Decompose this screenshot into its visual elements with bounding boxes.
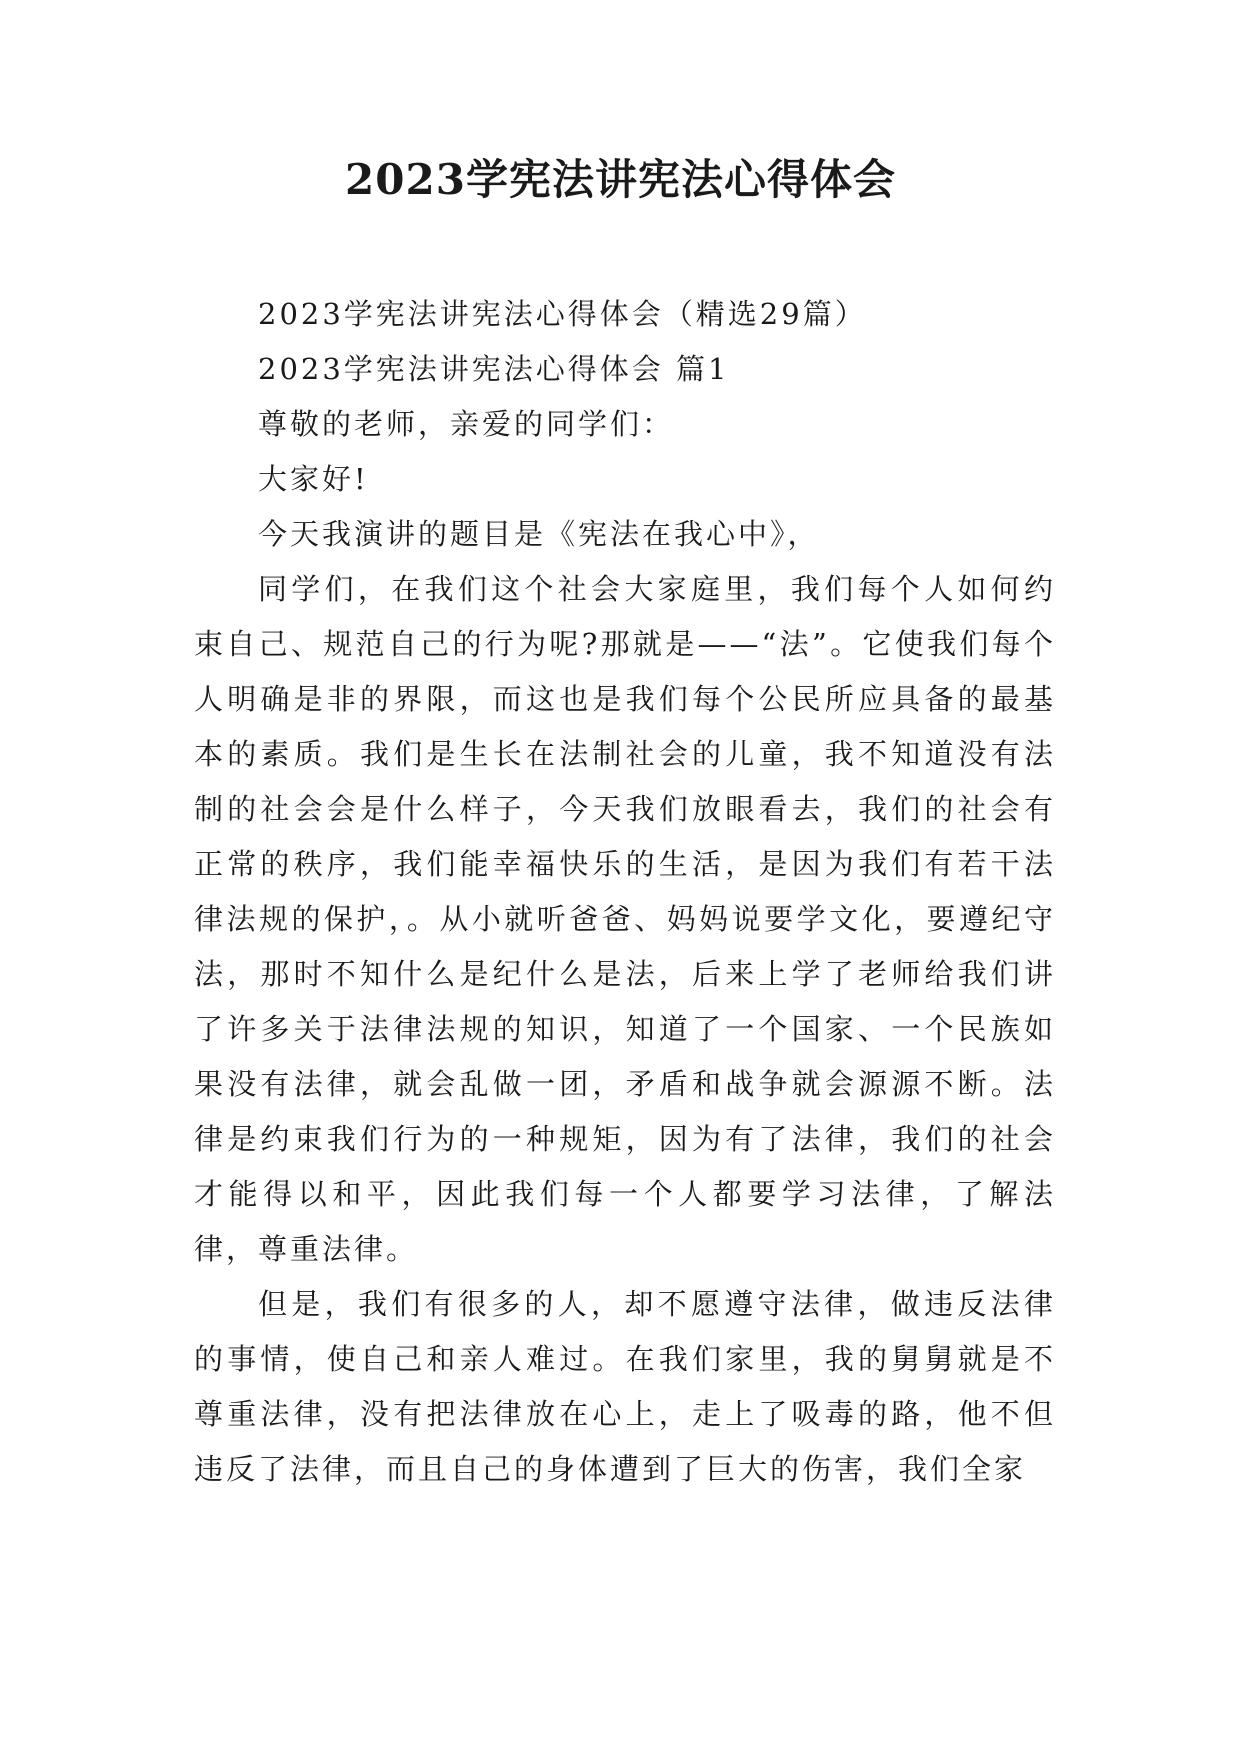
body-paragraph: 但是，我们有很多的人，却不愿遵守法律，做违反法律的事情，使自己和亲人难过。在我们家里，我的舅舅就是不尊重法律，没有把法律放在心上，走上了吸毒的路，他不但违反了法律，而且自己的身体遭到了巨大的伤害，我们全家 bbox=[194, 1287, 1056, 1486]
greeting-paragraph: 大家好! bbox=[258, 462, 369, 496]
body-paragraph: 同学们，在我们这个社会大家庭里，我们每个人如何约束自己、规范自己的行为呢?那就是——“法”。它使我们每个人明确是非的界限，而这也是我们每个公民所应具备的最基本的素质。我们是生长在法制社会的儿童，我不知道没有法制的社会会是什么样子，今天我们放眼看去，我们的社会有正常的秩序，我们能幸福快乐的生活，是因为我们有若干法律法规的保护，。从小就听爸爸、妈妈说要学文化，要遵纪守法，那时不知什么是纪什么是法，后来上学了老师给我们讲了许多关于法律法规的知识，知道了一个国家、一个民族如果没有法律，就会乱做一团，矛盾和战争就会源源不断。法律是约束我们行为的一种规矩，因为有了法律，我们的社会才能得以和平，因此我们每一个人都要学习法律，了解法律，尊重法律。 bbox=[194, 572, 1056, 1266]
document-title: 2023学宪法讲宪法心得体会 bbox=[345, 155, 896, 204]
subtitle-paragraph: 2023学宪法讲宪法心得体会（精选29篇） bbox=[258, 297, 867, 331]
salutation-paragraph: 尊敬的老师，亲爱的同学们： bbox=[258, 407, 675, 441]
section-heading: 2023学宪法讲宪法心得体会 篇1 bbox=[258, 352, 730, 386]
topic-paragraph: 今天我演讲的题目是《宪法在我心中》， bbox=[258, 517, 820, 551]
document-body bbox=[194, 287, 1056, 1497]
